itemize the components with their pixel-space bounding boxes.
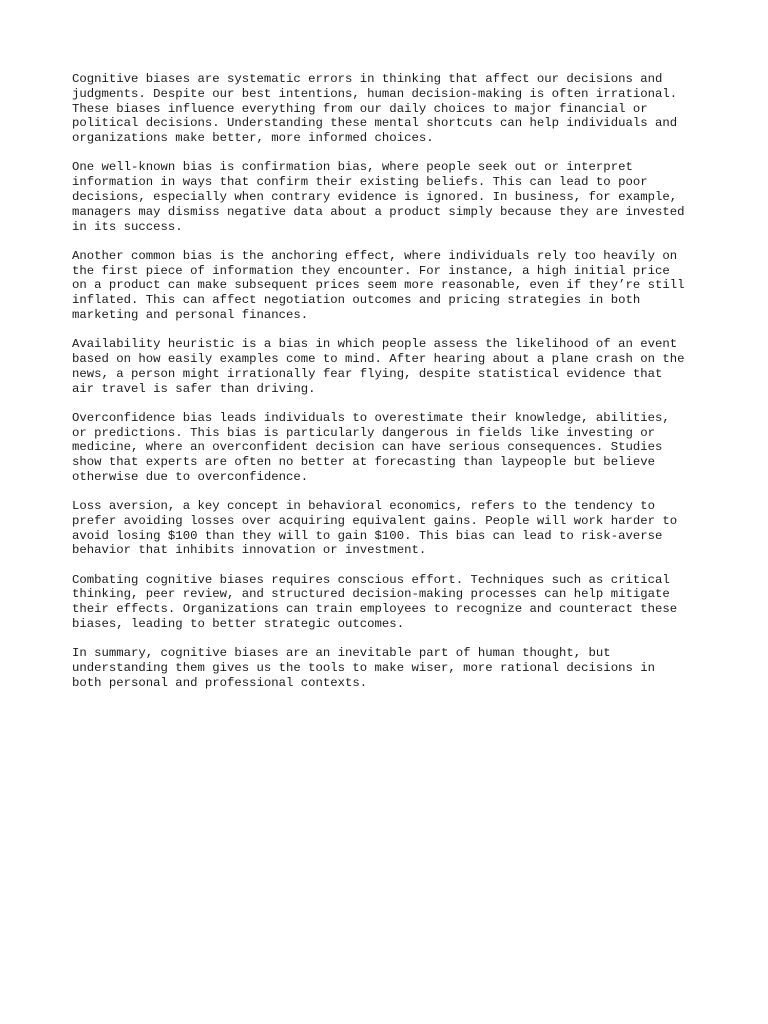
paragraph-summary: In summary, cognitive biases are an inevitable part of human thought, but understanding them gives us the tools to make wiser, more rational decisions in both personal and professional contexts. — [72, 646, 655, 690]
paragraph-overconfidence-bias: Overconfidence bias leads individuals to overestimate their knowledge, abilities, or predictions. This bias is particularly dangerous in fields like investing or medicine, where an overconfident decision can have serious consequences. Studies show that experts are often no better at forecasting than laypeople but believe otherwise due to overconfidence. — [72, 410, 670, 484]
paragraph-anchoring-effect: Another common bias is the anchoring effect, where individuals rely too heavily on the first piece of information they encounter. For instance, a high initial price on a product can make subsequent prices seem more reasonable, even if they’re still inflated. This can affect negotiation outcomes and pricing strategies in both marketing and personal finances. — [72, 248, 685, 322]
document-body — [72, 72, 702, 705]
paragraph-loss-aversion: Loss aversion, a key concept in behavioral economics, refers to the tendency to prefer avoiding losses over acquiring equivalent gains. People will work harder to avoid losing $100 than they will to gain $100. This bias can lead to risk-averse behavior that inhibits innovation or investment. — [72, 499, 678, 558]
paragraph-combating-biases: Combating cognitive biases requires conscious effort. Techniques such as critical thinking, peer review, and structured decision-making processes can help mitigate their effects. Organizations can train employees to recognize and counteract these biases, leading to better strategic outcomes. — [72, 572, 678, 632]
paragraph-intro: Cognitive biases are systematic errors in thinking that affect our decisions and judgments. Despite our best intentions, human decision-making is often irrational. These biases influence everything from our daily choices to major financial or political decisions. Understanding these mental shortcuts can help individuals and organizations make better, more informed choices. — [72, 72, 678, 146]
paragraph-availability-heuristic: Availability heuristic is a bias in which people assess the likelihood of an event based on how easily examples come to mind. After hearing about a plane crash on the news, a person might irrationally fear flying, despite statistical evidence that air travel is safer than driving. — [72, 337, 685, 396]
paragraph-confirmation-bias: One well-known bias is confirmation bias, where people seek out or interpret information in ways that confirm their existing beliefs. This can lead to poor decisions, especially when contrary evidence is ignored. In business, for example, managers may dismiss negative data about a product simply because they are invested in its success. — [72, 160, 685, 234]
